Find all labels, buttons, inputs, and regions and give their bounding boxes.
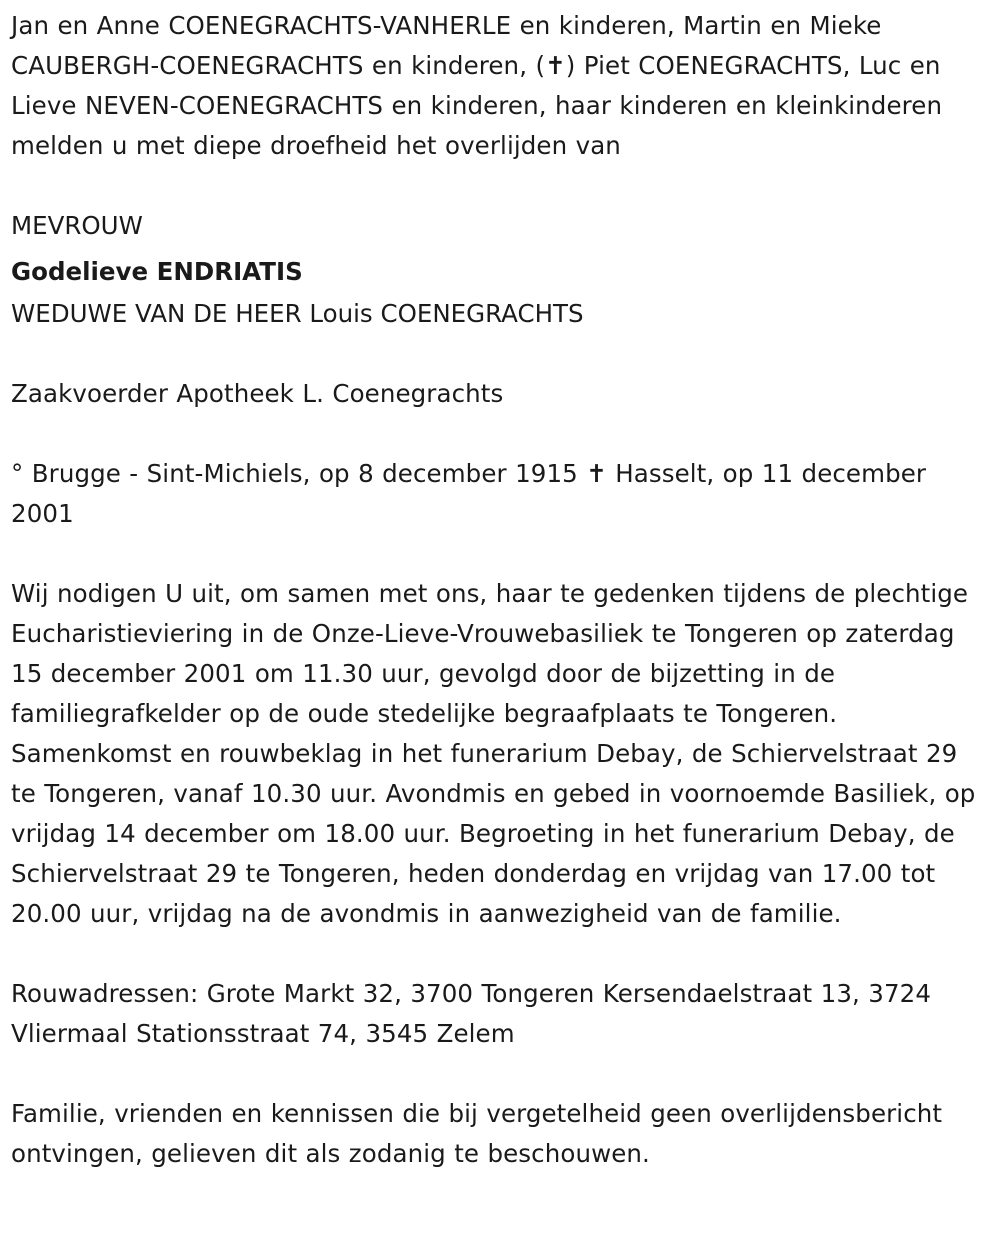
spacer — [11, 414, 990, 454]
spacer — [11, 334, 990, 374]
intro-paragraph: Jan en Anne COENEGRACHTS-VANHERLE en kinderen, Martin en Mieke CAUBERGH-COENEGRACHTS en kinderen, (✝) Piet COENEGRACHTS, Luc en Lieve NEVEN-COENEGRACHTS en kinderen, haar kinderen en kleinkinderen melden u met diepe droefheid het overlijden van — [11, 11, 943, 160]
deceased-name: Godelieve ENDRIATIS — [11, 257, 303, 286]
spacer — [11, 934, 990, 974]
ceremony-paragraph: Wij nodigen U uit, om samen met ons, haar te gedenken tijdens de plechtige Eucharistieviering in de Onze-Lieve-Vrouwebasiliek te Tongeren op zaterdag 15 december 2001 om 11.30 uur, gevolgd door de bijzetting in de familiegrafkelder op de oude stedelijke begraafplaats te Tongeren. Samenkomst en rouwbeklag in het funerarium Debay, de Schiervelstraat 29 te Tongeren, vanaf 10.30 uur. Avondmis en gebed in voornoemde Basiliek, op vrijdag 14 december om 18.00 uur. Begroeting in het funerarium Debay, de Schiervelstraat 29 te Tongeren, heden donderdag en vrijdag van 17.00 tot 20.00 uur, vrijdag na de avondmis in aanwezigheid van de familie. — [11, 579, 976, 928]
closing-paragraph: Familie, vrienden en kennissen die bij vergetelheid geen overlijdensbericht ontvingen, gelieven dit als zodanig te beschouwen. — [11, 1099, 943, 1168]
widow-of-line: WEDUWE VAN DE HEER Louis COENEGRACHTS — [11, 299, 584, 328]
mourning-addresses: Rouwadressen: Grote Markt 32, 3700 Tongeren Kersendaelstraat 13, 3724 Vliermaal Stationsstraat 74, 3545 Zelem — [11, 979, 932, 1048]
spacer — [11, 534, 990, 574]
spacer — [11, 166, 990, 206]
occupation-line: Zaakvoerder Apotheek L. Coenegrachts — [11, 379, 504, 408]
honorific-title: MEVROUW — [11, 211, 143, 240]
birth-death-line: ° Brugge - Sint-Michiels, op 8 december 1915 ✝ Hasselt, op 11 december 2001 — [11, 459, 927, 528]
spacer — [11, 1054, 990, 1094]
